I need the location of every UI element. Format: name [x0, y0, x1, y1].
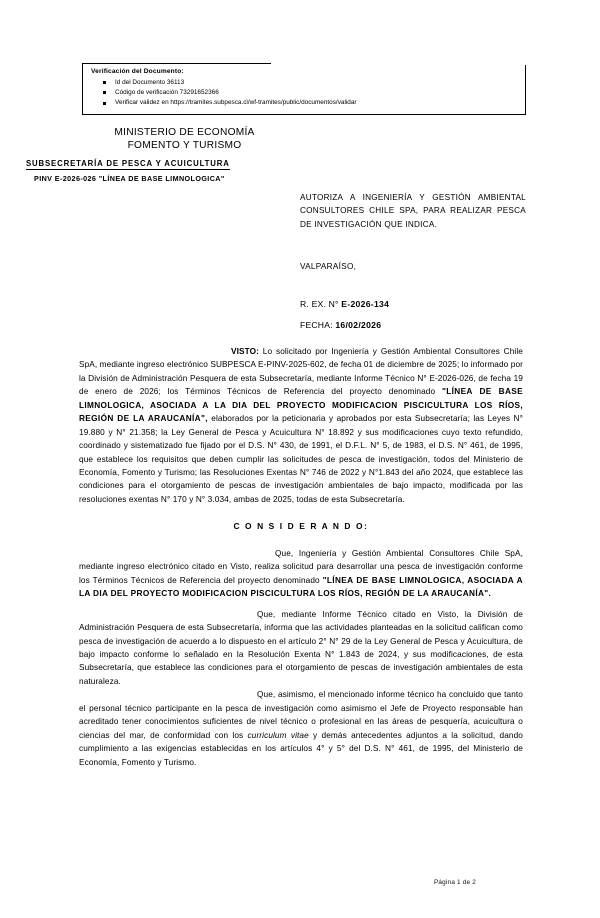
list-item	[89, 98, 519, 108]
bullet-icon	[103, 91, 106, 94]
visto-text-part-1: Lo solicitado por Ingeniería y Gestión Ambiental Consultores Chile SpA, mediante ingreso electrónico SUBPESCA E-PINV-2025-602, de fecha 01 de diciembre de 2025; lo informado por la División de Administración Pesquera de esta Subsecretaría, mediante Informe Técnico N° E-2026-026, de fecha 19 de enero de 2026; los Términos Técnicos de Referencia del proyecto denominado	[79, 347, 523, 397]
city-line: VALPARAÍSO,	[300, 262, 357, 271]
visto-project-title: "LÍNEA DE BASE LIMNOLOGICA, ASOCIADA A LA DIA DEL PROYECTO MODIFICACION PISCICULTURA LOS RÍOS, REGIÓN DE LA ARAUCANÍA",	[79, 387, 523, 424]
verification-box	[82, 63, 526, 115]
considerando-3-italic-term: curriculum vitae	[247, 730, 309, 740]
list-item	[89, 88, 519, 98]
considerando-paragraph-1	[79, 547, 523, 601]
resolution-date-value: 16/02/2026	[335, 320, 382, 330]
visto-paragraph	[79, 345, 523, 506]
considerando-3-lead: Que, asimismo, el mencionado informe	[257, 690, 408, 700]
page-number: Página 1 de 2	[433, 879, 477, 886]
considerando-1-project-title: "LÍNEA DE BASE LIMNOLOGICA, ASOCIADA A LA DIA DEL PROYECTO MODIFICACION PISCICULTURA LOS RÍOS, REGIÓN DE LA ARAUCANÍA".	[79, 575, 523, 599]
considerando-paragraph-2	[79, 608, 523, 689]
considerando-2-body: Visto, la División de Administración Pesquera de esta Subsecretaría, informa que las actividades planteadas en la solicitud califican como pesca de investigación de acuerdo a lo dispuesto en el artículo 2° N° 29 de la Ley General de Pesca y Acuicultura, de bajo impacto conforme lo señalado en la Resolución Exenta N° 1.843 de 2024, y sus modificaciones, de esta Subsecretaría, que establece las condiciones para el otorgamiento de pescas de investigación ambientales de esta naturaleza.	[79, 609, 523, 686]
resolution-number-label: R. EX. N°	[300, 299, 342, 309]
ministry-line-2: FOMENTO Y TURISMO	[127, 140, 242, 152]
resolution-date-label: FECHA:	[300, 320, 336, 330]
ministry-line-1: MINISTERIO DE ECONOMÍA	[114, 127, 255, 138]
visto-label: VISTO:	[231, 347, 259, 356]
list-item	[89, 78, 519, 88]
considerando-1-body: Consultores Chile SpA, mediante ingreso electrónico citado en Visto, realiza solicitud para desarrollar una pesca de investigación conforme los Términos Técnicos de Referencia del proyecto denominado	[79, 548, 523, 585]
subsecretaria-title: SUBSECRETARÍA DE PESCA Y ACUICULTURA	[26, 159, 230, 168]
bullet-icon	[103, 102, 106, 105]
considerando-3-body-b: y demás antecedentes adjuntos a la solicitud, dando cumplimiento a las exigencias establecidas en los artículos 4° y 5° del D.S. N° 461, de 1995, del Ministerio de Economía, Fomento y Turismo.	[79, 730, 523, 767]
document-body	[79, 345, 523, 769]
verification-code: Código de verificación 73291652366	[115, 88, 219, 96]
verification-title: Verificación del Documento:	[91, 68, 184, 75]
considerando-2-lead: Que, mediante Informe Técnico citado en	[257, 609, 438, 619]
considerando-1-lead: Que, Ingeniería y Gestión Ambiental	[275, 548, 430, 558]
project-code-line: PINV E-2026-026 "LÍNEA DE BASE LIMNOLOGICA"	[34, 174, 225, 183]
resolution-number-value: E-2026-134	[341, 299, 390, 309]
resolution-caption: AUTORIZA A INGENIERÍA Y GESTIÓN AMBIENTAL CONSULTORES CHILE SPA, PARA REALIZAR PESCA DE INVESTIGACIÓN QUE INDICA.	[300, 193, 526, 229]
page-footer	[0, 879, 600, 886]
visto-text-part-2: elaborados por la peticionaria y aprobados por esta Subsecretaría; las Leyes N° 19.880 y N° 21.358; la Ley General de Pesca y Acuicultura N° 18.892 y sus modificaciones cuyo texto refundido, coordinado y sistematizado fue fijado por el D.S. N° 430, de 1991, el D.F.L. N° 5, de 1983, el D.S. N° 461, de 1995, que establece los requisitos que deben cumplir las solicitudes de pesca de investigación, todos del Ministerio de Economía, Fomento y Turismo; las Resoluciones Exentas N° 746 de 2022 y N°1.843 del año 2024, que establece las condiciones para el otorgamiento de pescas de investigación ambientales de bajo impacto, modificada por las resoluciones exentas N° 170 y N° 3.034, ambas de 2025, todas de esta Subsecretaría.	[79, 414, 523, 504]
considerando-3-body-a: técnico ha concluido que tanto el personal técnico participante en la pesca de investigación como asimismo el Jefe de Proyecto responsable han acreditado tener conocimientos suficientes de nivel técnico o profesional en las áreas de pesquería, acuicultura o ciencias del mar, de conformidad con los	[79, 690, 523, 740]
verification-list	[89, 78, 519, 109]
considerando-paragraph-3	[79, 688, 523, 769]
verification-url: Verificar validez en https://tramites.subpesca.cl/wf-tramites/public/documentos/validar	[115, 99, 357, 107]
bullet-icon	[103, 81, 106, 84]
verification-doc-id: Id del Documento 36113	[115, 78, 185, 86]
resolution-date-line	[300, 320, 381, 330]
paragraph-gap	[79, 601, 523, 608]
considerando-heading: C O N S I D E R A N D O:	[233, 521, 369, 532]
resolution-number-line	[300, 299, 389, 309]
ministry-header	[52, 126, 317, 152]
